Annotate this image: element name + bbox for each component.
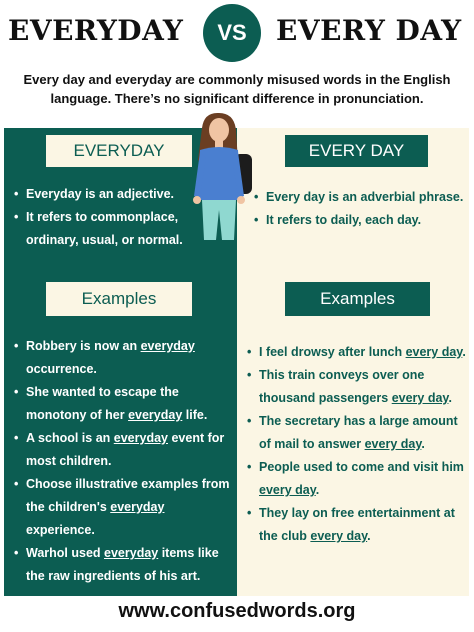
student-illustration <box>186 110 256 245</box>
right-examples-box <box>285 282 430 316</box>
highlight-word: everyday <box>104 546 159 560</box>
left-heading: EVERYDAY <box>73 141 165 160</box>
title-everyday: EVERYDAY <box>8 14 184 47</box>
highlight-word: every day <box>405 345 463 359</box>
left-example-item: • Warhol used everyday items like the raw ingredients of his art. <box>14 542 234 588</box>
right-example-item: • They lay on free entertainment at the club every day. <box>247 502 469 548</box>
left-definitions <box>14 183 214 252</box>
right-definitions <box>254 186 466 232</box>
right-example-item: • This train conveys over one thousand passengers every day. <box>247 364 469 410</box>
intro-text: Every day and everyday are commonly misused words in the English language. There’s no significant difference in pronunciation. <box>23 72 451 106</box>
sweater-shape <box>198 147 240 200</box>
right-example-item: • People used to come and visit him every day. <box>247 456 469 502</box>
left-examples-box <box>46 282 192 316</box>
highlight-word: everyday <box>110 500 165 514</box>
right-definition-item: • It refers to daily, each day. <box>254 209 466 232</box>
left-example-item: • Choose illustrative examples from the children's everyday experience. <box>14 473 234 542</box>
left-definition-item: • It refers to commonplace, ordinary, usual, or normal. <box>14 206 214 252</box>
highlight-word: every day <box>259 483 316 497</box>
right-heading: EVERY DAY <box>308 141 405 160</box>
highlight-word: every day <box>364 437 422 451</box>
highlight-word: everyday <box>128 408 183 422</box>
right-definition-item: • Every day is an adverbial phrase. <box>254 186 466 209</box>
jeans-shape <box>202 200 236 240</box>
left-example-item: • She wanted to escape the monotony of her everyday life. <box>14 381 234 427</box>
right-examples-list <box>247 341 469 548</box>
right-example-item: • The secretary has a large amount of mail to answer every day. <box>247 410 469 456</box>
left-examples-list <box>14 335 234 588</box>
right-examples-heading: Examples <box>320 289 395 308</box>
left-example-item: • Robbery is now an everyday occurrence. <box>14 335 234 381</box>
left-definition-item: • Everyday is an adjective. <box>14 183 214 206</box>
left-heading-box <box>46 135 192 167</box>
footer-url[interactable]: www.confusedwords.org <box>118 600 356 622</box>
right-heading-box <box>285 135 428 167</box>
highlight-word: everyday <box>140 339 195 353</box>
left-examples-heading: Examples <box>81 289 157 308</box>
highlight-word: everyday <box>113 431 168 445</box>
highlight-word: every day <box>310 529 368 543</box>
face-shape <box>209 118 229 142</box>
left-example-item: • A school is an everyday event for most children. <box>14 427 234 473</box>
vs-badge: VS <box>203 4 261 62</box>
right-example-item: • I feel drowsy after lunch every day. <box>247 341 469 364</box>
highlight-word: every day <box>391 391 449 405</box>
title-every-day: EVERY DAY <box>276 14 462 47</box>
